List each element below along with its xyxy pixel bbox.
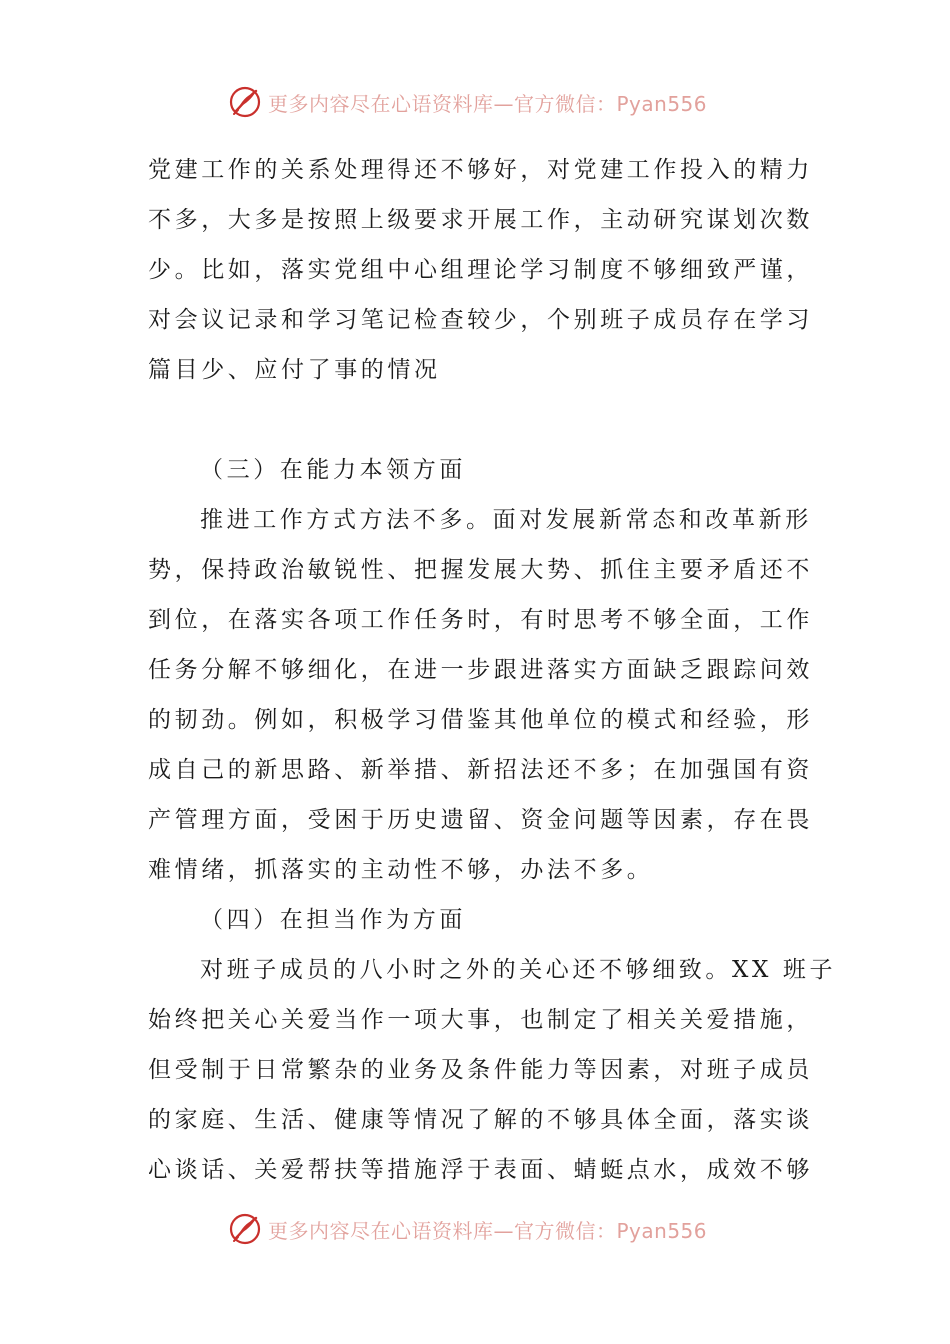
text-line: 心谈话、关爱帮扶等措施浮于表面、蜻蜓点水，成效不够 <box>148 1157 813 1183</box>
text-line: 难情绪，抓落实的主动性不够，办法不多。 <box>148 857 654 883</box>
text-line: 但受制于日常繁杂的业务及条件能力等因素，对班子成员 <box>148 1057 813 1083</box>
text-line: 始终把关心关爱当作一项大事，也制定了相关关爱措施， <box>148 1007 813 1033</box>
section-heading: （四）在担当作为方面 <box>200 907 466 933</box>
text-line: 不多，大多是按照上级要求开展工作，主动研究谋划次数 <box>148 207 813 233</box>
text-line: 对班子成员的八小时之外的关心还不够细致。XX 班子 <box>200 957 837 983</box>
text-line: 产管理方面，受困于历史遗留、资金问题等因素，存在畏 <box>148 807 813 833</box>
paragraph <box>148 945 837 1195</box>
text-line: 到位，在落实各项工作任务时，有时思考不够全面，工作 <box>148 607 813 633</box>
paragraph-gap <box>148 395 808 445</box>
paragraph <box>148 495 813 895</box>
watermark-footer <box>228 1209 707 1249</box>
quill-logo-icon <box>228 85 262 119</box>
text-line: 任务分解不够细化，在进一步跟进落实方面缺乏跟踪问效 <box>148 657 813 683</box>
text-line: 势，保持政治敏锐性、把握发展大势、抓住主要矛盾还不 <box>148 557 813 583</box>
text-line: 对会议记录和学习笔记检查较少，个别班子成员存在学习 <box>148 307 813 333</box>
text-line: 党建工作的关系处理得还不够好，对党建工作投入的精力 <box>148 157 813 183</box>
section-heading: （三）在能力本领方面 <box>200 457 466 483</box>
document-body <box>148 145 837 1195</box>
text-line: 篇目少、应付了事的情况 <box>148 357 441 383</box>
text-line: 成自己的新思路、新举措、新招法还不多；在加强国有资 <box>148 757 813 783</box>
text-line: 少。比如，落实党组中心组理论学习制度不够细致严谨， <box>148 257 813 283</box>
text-line: 的家庭、生活、健康等情况了解的不够具体全面，落实谈 <box>148 1107 813 1133</box>
text-line: 的韧劲。例如，积极学习借鉴其他单位的模式和经验，形 <box>148 707 813 733</box>
paragraph <box>148 145 813 395</box>
watermark-text: 更多内容尽在心语资料库—官方微信：Pyan556 <box>268 1218 708 1243</box>
text-line: 推进工作方式方法不多。面对发展新常态和改革新形 <box>200 507 812 533</box>
quill-logo-icon <box>228 1212 262 1246</box>
watermark-text: 更多内容尽在心语资料库—官方微信：Pyan556 <box>268 91 708 116</box>
watermark-header <box>228 82 707 122</box>
